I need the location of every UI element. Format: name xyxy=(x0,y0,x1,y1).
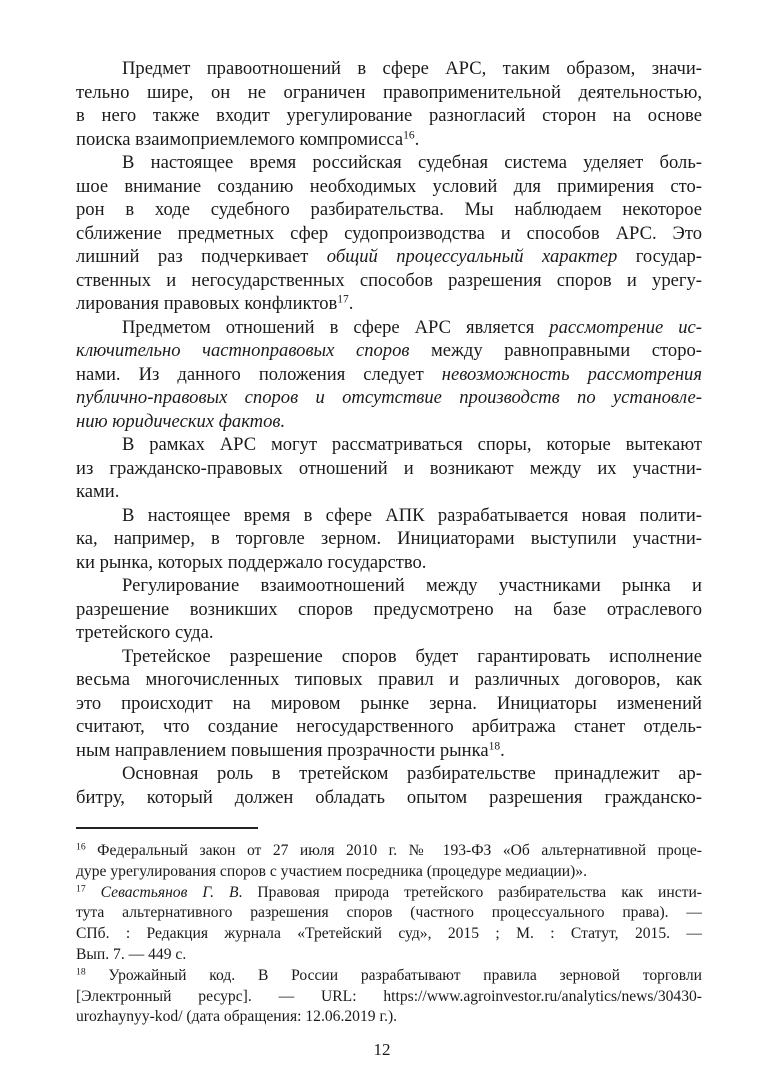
italic-text: общий процессуальный характер xyxy=(326,246,618,267)
text: Регулирование взаимоотношений между участниками рынка и xyxy=(122,575,702,596)
text: разрешение возникших споров предусмотрено на базе отраслевого xyxy=(76,598,702,620)
main-text xyxy=(76,57,702,809)
text-line xyxy=(76,527,702,551)
text-line xyxy=(76,924,702,945)
text: лишний раз подчеркивает xyxy=(76,246,327,267)
text: в него также входит урегулирование разногласий сторон на основе xyxy=(76,105,702,126)
text: [Электронный ресурс]. — URL: https://www.agroinvestor.ru/analytics/news/30430- xyxy=(76,987,702,1005)
text xyxy=(86,884,101,901)
text: это происходит на мировом рынке зерна. Инициаторы изменений xyxy=(76,692,702,714)
footnote xyxy=(76,883,702,966)
text-line xyxy=(76,363,702,387)
footnote-ref: 18 xyxy=(76,966,86,978)
text: третейского суда. xyxy=(76,622,214,643)
text-line xyxy=(76,966,702,987)
footnote-ref: 18 xyxy=(488,740,501,753)
text: . Правовая природа третейского разбирательства как инсти- xyxy=(238,883,702,901)
text-line xyxy=(76,621,702,645)
paragraph xyxy=(76,433,702,504)
text: дуре урегулирования споров с участием посредника (процедуре медиации)». xyxy=(76,862,587,880)
text-line xyxy=(76,715,702,739)
text: считают, что создание негосударственного арбитража станет отдель- xyxy=(76,716,702,737)
footnote-ref: 17 xyxy=(76,883,86,895)
italic-text: нию юридических фактов. xyxy=(76,410,286,432)
text-line xyxy=(76,222,702,246)
paragraph xyxy=(76,574,702,645)
text-line xyxy=(76,386,702,410)
text: urozhaynyy-kod/ (дата обращения: 12.06.2019 г.). xyxy=(76,1008,398,1026)
text: Федеральный закон от 27 июля 2010 г. № 193-ФЗ «Об альтернативной проце- xyxy=(85,842,702,859)
text: Предмет правоотношений в сфере АРС, таким образом, значи- xyxy=(122,58,702,79)
italic-text: рассмотрение ис- xyxy=(549,316,703,338)
paragraph xyxy=(76,504,702,575)
text: Вып. 7. — 449 с. xyxy=(76,945,187,963)
text: В рамках АРС могут рассматриваться споры, которые вытекают xyxy=(122,434,702,455)
italic-text: публично-правовых споров и отсутствие производств по установле- xyxy=(76,387,702,408)
text: из гражданско-правовых отношений и возникают между их участни- xyxy=(76,457,702,479)
text: . xyxy=(414,128,420,150)
text-line xyxy=(76,339,702,363)
text: ками. xyxy=(76,481,120,502)
text-line xyxy=(76,504,702,528)
text-line xyxy=(76,104,702,128)
footnote-separator xyxy=(76,827,258,829)
text-line xyxy=(76,945,702,966)
text-line xyxy=(76,841,702,862)
text: государ- xyxy=(617,246,702,267)
text: Третейское разрешение споров будет гарантировать исполнение xyxy=(122,645,702,667)
text: ки рынка, которых поддержало государство. xyxy=(76,551,427,573)
text-line xyxy=(76,762,702,786)
text-line xyxy=(76,786,702,810)
text: шое внимание созданию необходимых условий для примирения сто- xyxy=(76,175,702,197)
text: между равноправными сторо- xyxy=(409,340,702,361)
text-line xyxy=(76,457,702,481)
text-line xyxy=(76,480,702,504)
text: СПб. : Редакция журнала «Третейский суд», 2015 ; М. : Статут, 2015. — xyxy=(76,925,702,943)
italic-text: ключительно частноправовых споров xyxy=(76,340,410,361)
text: В настоящее время российская судебная система уделяет боль- xyxy=(122,152,702,173)
text-line xyxy=(76,292,702,316)
text-line xyxy=(76,862,702,883)
text-line xyxy=(76,245,702,269)
text: ственных и негосударственных способов разрешения споров и урегу- xyxy=(76,269,702,291)
text-line xyxy=(76,574,702,598)
text-line xyxy=(76,316,702,340)
paragraph xyxy=(76,57,702,151)
text-line xyxy=(76,987,702,1008)
text-line xyxy=(76,198,702,222)
footnote xyxy=(76,966,702,1028)
text: В настоящее время в сфере АПК разрабатывается новая полити- xyxy=(122,504,702,526)
text-line xyxy=(76,668,702,692)
text-line xyxy=(76,903,702,924)
paragraph xyxy=(76,645,702,763)
text: весьма многочисленных типовых правил и различных договоров, как xyxy=(76,669,702,690)
text: . xyxy=(348,293,354,314)
text-line xyxy=(76,81,702,105)
text: рон в ходе судебного разбирательства. Мы наблюдаем некоторое xyxy=(76,199,702,220)
text-line xyxy=(76,692,702,716)
italic-text: невозможность рассмотрения xyxy=(441,363,702,385)
footnotes xyxy=(76,841,702,1028)
italic-text: Севастьянов Г. В xyxy=(100,883,239,901)
text-line xyxy=(76,151,702,175)
text-line xyxy=(76,883,702,904)
text: тельно шире, он не ограничен правоприменительной деятельностью, xyxy=(76,81,702,103)
text-line xyxy=(76,433,702,457)
text-line xyxy=(76,175,702,199)
text-line xyxy=(76,551,702,575)
footnote xyxy=(76,841,702,883)
text-line xyxy=(76,128,702,152)
page-number: 12 xyxy=(373,1040,391,1059)
text: Урожайный код. В России разрабатывают правила зерновой торговли xyxy=(85,966,702,984)
text-line xyxy=(76,57,702,81)
text-line xyxy=(76,739,702,763)
footnote-ref: 16 xyxy=(403,129,415,142)
text: тута альтернативного разрешения споров (частного процессуального права). — xyxy=(76,904,702,922)
footnote-ref: 17 xyxy=(337,293,349,306)
text: Основная роль в третейском разбирательстве принадлежит ар- xyxy=(122,763,702,784)
text-line xyxy=(76,645,702,669)
text: . xyxy=(500,739,505,761)
text: Предметом отношений в сфере АРС является xyxy=(122,316,550,338)
text-line xyxy=(76,1007,702,1028)
text-line xyxy=(76,269,702,293)
paragraph xyxy=(76,762,702,809)
paragraph xyxy=(76,316,702,434)
text: битру, который должен обладать опытом разрешения гражданско- xyxy=(76,786,702,808)
text-line xyxy=(76,598,702,622)
text: нами. Из данного положения следует xyxy=(76,363,442,385)
footnote-ref: 16 xyxy=(76,841,86,853)
text: сближение предметных сфер судопроизводства и способов АРС. Это xyxy=(76,222,702,244)
text: ным направлением повышения прозрачности рынка xyxy=(76,739,489,761)
text-line xyxy=(76,410,702,434)
paragraph xyxy=(76,151,702,316)
text: лирования правовых конфликтов xyxy=(76,293,338,314)
text: ка, например, в торговле зерном. Инициаторами выступили участни- xyxy=(76,528,702,549)
text: поиска взаимоприемлемого компромисса xyxy=(76,128,404,150)
